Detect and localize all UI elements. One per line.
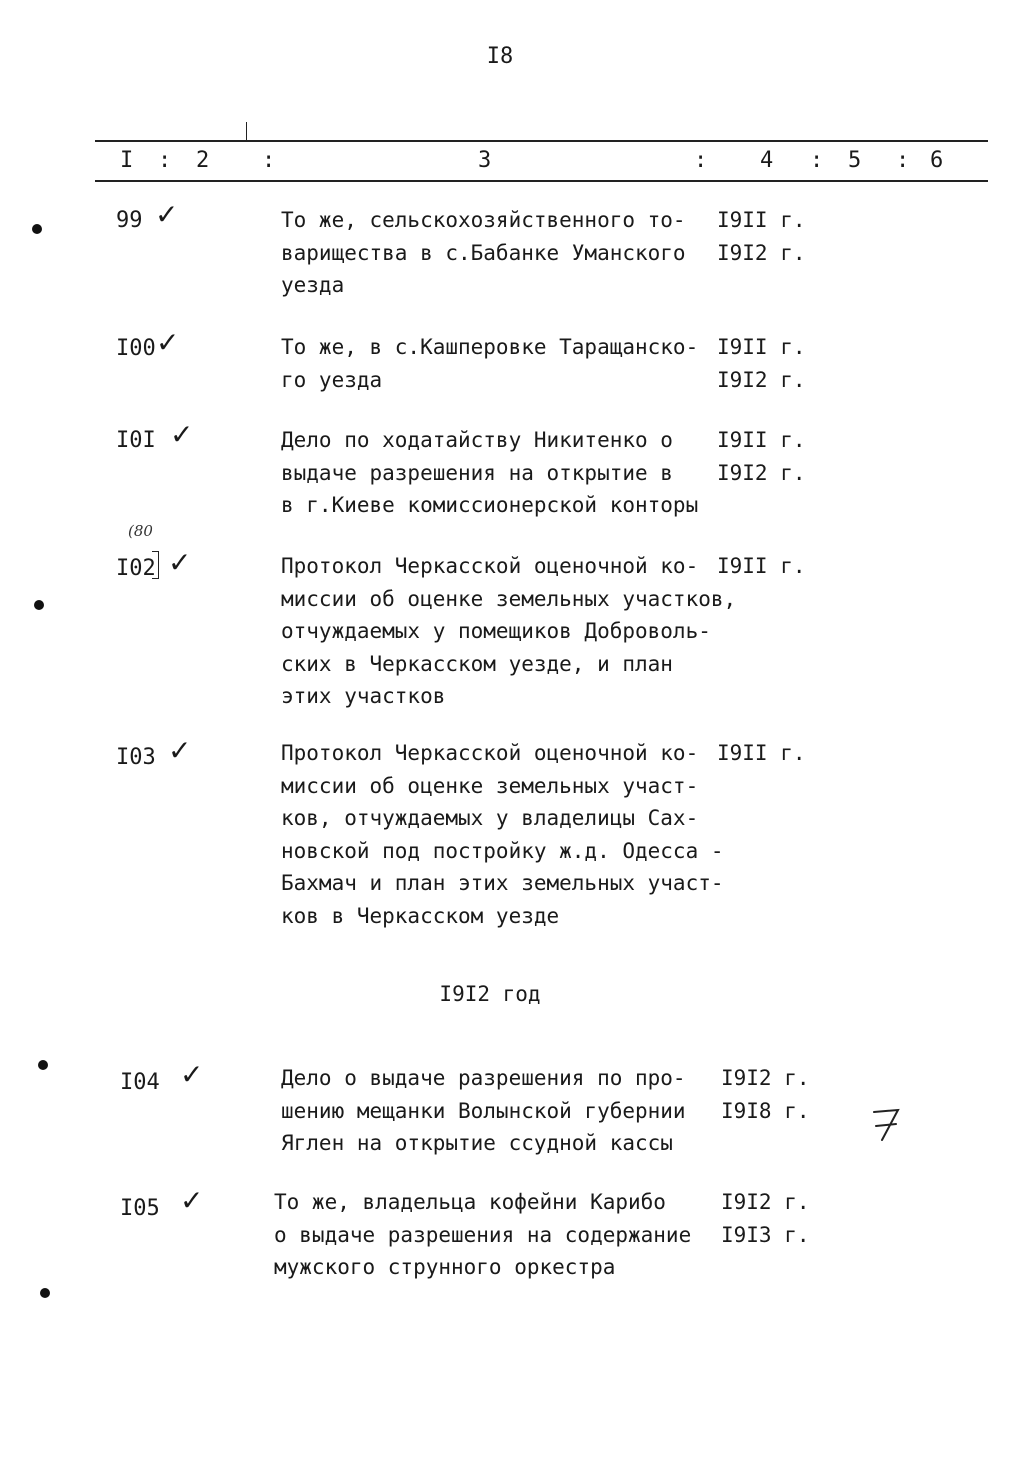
header-col-2: 2 bbox=[196, 148, 210, 173]
checkmark-icon: ✓ bbox=[170, 418, 194, 451]
entry-number: I0I bbox=[116, 428, 156, 453]
entry-description: Дело о выдаче разрешения по про- шению мещанки Волынской губернии Яглен на открытие ссудной кассы bbox=[281, 1066, 686, 1155]
entry-years: I9II г. I9I2 г. bbox=[717, 208, 806, 265]
entry-description: То же, сельскохозяйственного то- варищества в с.Бабанке Уманского уезда bbox=[281, 208, 686, 297]
entry-years: I9I2 г. I9I8 г. bbox=[721, 1066, 810, 1123]
entry-years: I9II г. I9I2 г. bbox=[717, 428, 806, 485]
header-col-1: I bbox=[120, 148, 134, 173]
header-col-3: 3 bbox=[478, 148, 492, 173]
entry-years: I9II г. I9I2 г. bbox=[717, 335, 806, 392]
entry-number: I00 bbox=[116, 336, 156, 361]
handwritten-annotation: (80 bbox=[128, 522, 153, 540]
header-top-rule bbox=[95, 140, 988, 142]
checkmark-icon: ✓ bbox=[180, 1184, 204, 1217]
entry-years: I9I2 г. I9I3 г. bbox=[721, 1190, 810, 1247]
header-col-5: 5 bbox=[848, 148, 862, 173]
binding-hole-icon bbox=[40, 1288, 50, 1298]
entry-number: 99 bbox=[116, 208, 143, 233]
bracket-mark bbox=[152, 551, 159, 579]
checkmark-icon: ✓ bbox=[156, 326, 180, 359]
page-number: I8 bbox=[486, 44, 514, 69]
entry-description: Дело по ходатайству Никитенко о выдаче разрешения на открытие в в г.Киеве комиссионерской конторы bbox=[281, 428, 699, 517]
entry-description: Протокол Черкасской оценочной ко- миссии об оценке земельных участков, отчуждаемых у помещиков Доброволь- ских в Черкасском уезде, и план этих участков bbox=[281, 554, 737, 708]
header-sep-3: : bbox=[694, 148, 708, 173]
section-title-1912: I9I2 год bbox=[439, 982, 541, 1006]
entry-number: I04 bbox=[120, 1070, 160, 1095]
binding-hole-icon bbox=[34, 600, 44, 610]
entry-description: Протокол Черкасской оценочной ко- миссии об оценке земельных участ- ков, отчуждаемых у владелицы Сах- новской под постройку ж.д. Одесса - Бахмач и план этих земельных участ- ков в Черкасском уезде bbox=[281, 741, 724, 928]
entry-description: То же, в с.Кашперовке Таращанско- го уезда bbox=[281, 335, 699, 392]
header-sep-4: : bbox=[810, 148, 824, 173]
checkmark-icon: ✓ bbox=[155, 198, 179, 231]
checkmark-icon: ✓ bbox=[180, 1058, 204, 1091]
entry-description: То же, владельца кофейни Карибо о выдаче разрешения на содержание мужского струнного оркестра bbox=[274, 1190, 692, 1279]
checkmark-icon: ✓ bbox=[168, 734, 192, 767]
entry-years: I9II г. bbox=[717, 554, 806, 578]
header-bottom-rule bbox=[95, 180, 988, 182]
header-tick-mark bbox=[246, 122, 247, 142]
entry-years: I9II г. bbox=[717, 741, 806, 765]
handwritten-signature-icon bbox=[868, 1100, 908, 1144]
header-sep-1: : bbox=[158, 148, 172, 173]
checkmark-icon: ✓ bbox=[168, 546, 192, 579]
header-col-4: 4 bbox=[760, 148, 774, 173]
header-sep-2: : bbox=[262, 148, 276, 173]
header-sep-5: : bbox=[896, 148, 910, 173]
header-col-6: 6 bbox=[930, 148, 944, 173]
binding-hole-icon bbox=[38, 1060, 48, 1070]
entry-number: I05 bbox=[120, 1196, 160, 1221]
entry-number: I03 bbox=[116, 745, 156, 770]
binding-hole-icon bbox=[32, 224, 42, 234]
entry-number: I02 bbox=[116, 556, 156, 581]
